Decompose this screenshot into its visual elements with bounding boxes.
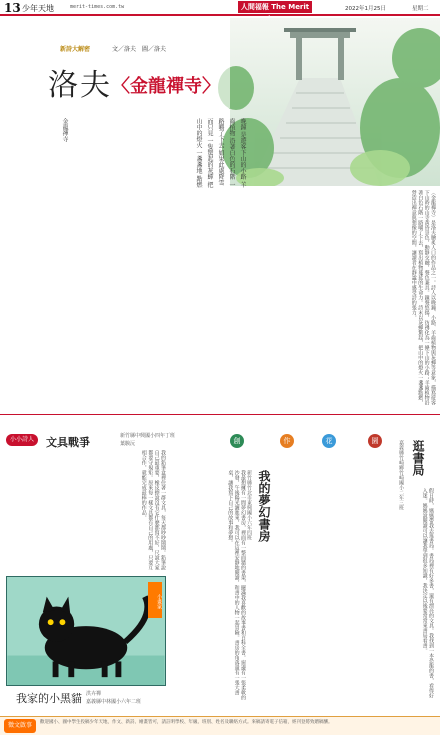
poem-title: 〈金龍禪寺〉 <box>112 76 220 97</box>
banner-char-3: 花 <box>322 434 336 448</box>
feature-article-body: 〈金龍禪寺〉是洛夫膾炙人口的作品之一。詩人以晚鐘、小路、羊齒植物與灰蟬等意象，描寫遊客下山時的山寺黃昏景色，動靜交融，聲色兼具。鐘聲悠揚，彷彿化為一條下山的小路；羊齒植物沿著白色石階一路嚼了下去，寫出植物蔓延的生命力。詩末以灰蟬驚起，把山中的燈火一盞盞點燃，營造出禪意與想像的空間，讓讀者在靜謐中感受詩的張力。 <box>410 190 436 405</box>
banner-char-4: 園 <box>368 434 382 448</box>
essay-body-dream-study: 我最想擁有一間夢幻書房，裡面有一整面牆的書架，擺滿我喜歡的故事書和百科全書。窗邊有一張柔軟的沙發，午後陽光灑進來，我可以在這裡安靜地閱讀，和書中的人物一起冒險。書房的角落還有一張大書桌，讓我寫下自己的故事和夢想。 <box>227 470 246 700</box>
masthead <box>0 0 440 16</box>
publication-weekday: 星期二 <box>412 6 429 12</box>
submission-text: 歡迎國小、國中學生投稿少年天地，作文、新詩、繪畫皆可，請註明學校、年級、班別、姓名及聯絡方式。來稿請寄電子信箱，經刊登將致贈稿酬。 <box>40 720 333 725</box>
banner-char-1: 創 <box>230 434 244 448</box>
poem-text: 晚鐘 是遊客下山的小路 羊齒植物 沿著白色的石階 一路嚼了下去 如果此處降雪 而只見 一隻驚起的灰蟬 把山中的燈火 一盞盞地 點燃 <box>195 118 246 188</box>
publication-date: 2022年1月25日 <box>345 6 386 12</box>
section-name: 少年天地 <box>22 4 54 13</box>
page-number: 13 <box>4 1 21 15</box>
essay-author-dream-study: 新竹縣竹北市東興國小六年四班 <box>246 470 252 540</box>
site-url[interactable]: merit-times.com.tw <box>70 4 125 10</box>
essay-title-stationery-war: 文具戰爭 <box>46 436 90 449</box>
essay-title-dream-study: 我的夢幻書房 <box>257 470 271 542</box>
essay-body-stationery-war: 我的鉛筆盒裡住著一群文具，每天都吵吵鬧鬧。鉛筆說自己最重要，橡皮擦說沒有它什麼都寫不好，尺說大家都要守規矩。原來每一樣文具都有自己的用處，只要互相合作，就能完成最棒的作品。 <box>140 450 166 570</box>
kids-poet-tag: 小小詩人 <box>6 434 38 446</box>
essay-title-bookstore: 逛書局 <box>411 440 425 476</box>
essay-author: 葉駿沅 <box>120 441 136 447</box>
essay-school: 新竹縣中興國小四年丁班 <box>120 433 176 439</box>
submission-notice <box>0 716 440 735</box>
feature-byline: 文／洛夫 圖／洛夫 <box>112 46 167 53</box>
poem-heading: 金龍禪寺 <box>61 118 68 142</box>
black-cat-icon <box>7 577 165 685</box>
author-name-title: 洛夫 <box>48 68 112 103</box>
black-cat-drawing <box>6 576 166 686</box>
little-painter-tag: 小畫家 <box>148 582 162 618</box>
essay-author-bookstore: 嘉義縣竹崎鄉竹崎國小二年三班 <box>398 440 404 510</box>
submission-tag: 徵文啟事 <box>4 719 36 733</box>
essay-body-bookstore: 假日時，媽媽帶我去逛書局。書局裡有好多書，還有漂亮的文具。我找到一本恐龍的書，看得好入迷。媽媽說閱讀可以讓我學到很多知識，我決定以後要常常來書局看書。 <box>421 488 434 698</box>
drawing-title: 我家的小黑貓 <box>16 692 82 705</box>
drawing-artist: 洪卉禪 <box>86 691 102 697</box>
column-badge: 新詩大解密 <box>60 46 91 53</box>
drawing-school: 嘉義縣中林國小六年二班 <box>86 699 142 705</box>
banner-char-2: 作 <box>280 434 294 448</box>
paper-logo: 人間福報 The Merit <box>238 1 312 13</box>
section-divider <box>0 414 440 415</box>
